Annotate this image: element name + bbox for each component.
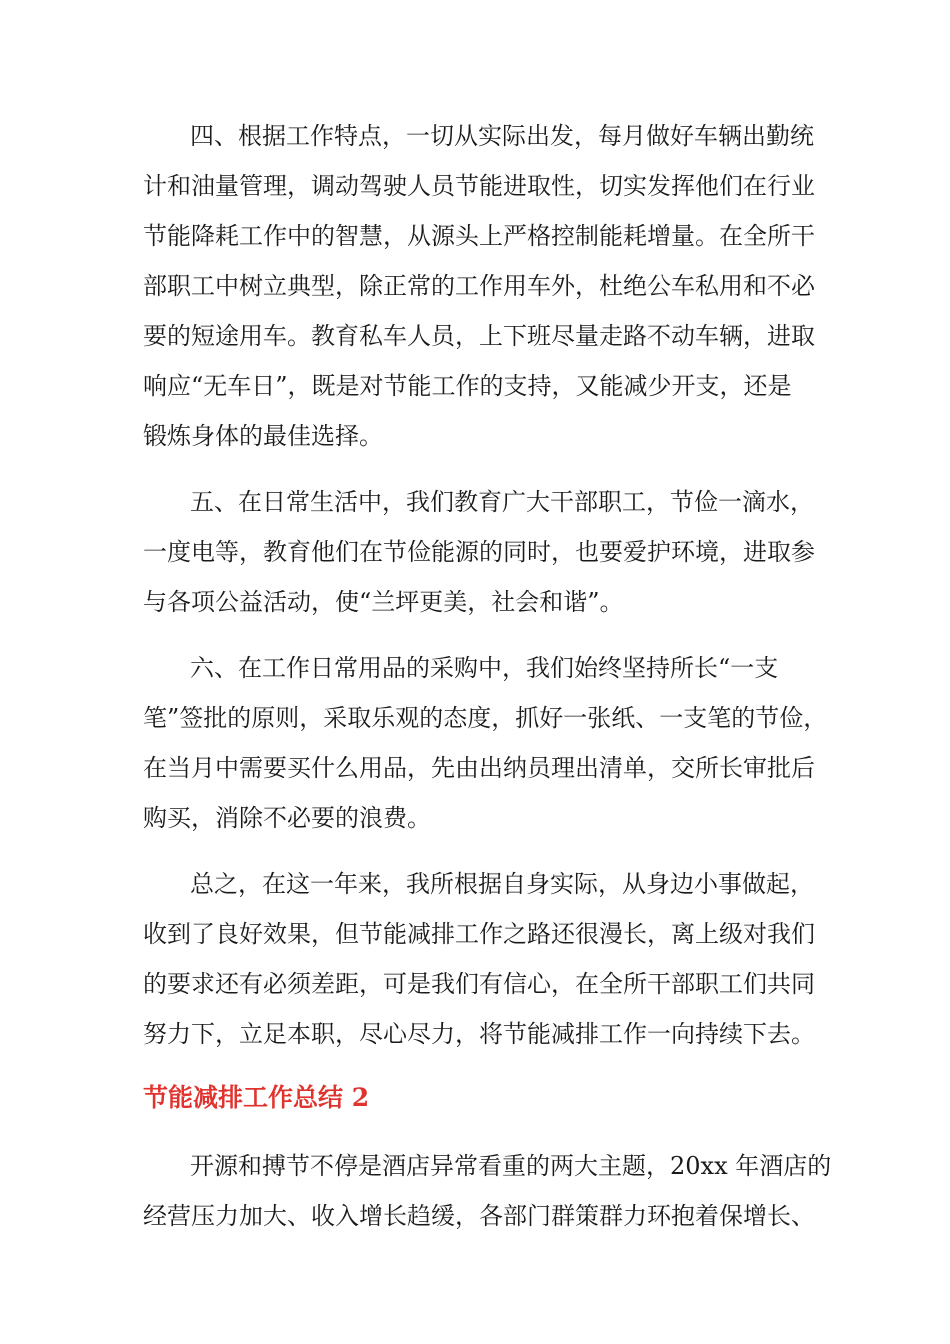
paragraph-4-line-3: 节能降耗工作中的智慧，从源头上严格控制能耗增量。在全所干 <box>143 222 815 250</box>
paragraph-5-line-3: 与各项公益活动，使“兰坪更美，社会和谐”。 <box>143 588 624 616</box>
paragraph-4-line-4: 部职工中树立典型，除正常的工作用车外，杜绝公车私用和不必 <box>143 272 815 300</box>
paragraph-4-line-1: 四、根据工作特点，一切从实际出发，每月做好车辆出勤统 <box>190 122 814 150</box>
paragraph-4-line-7: 锻炼身体的最佳选择。 <box>143 422 383 450</box>
paragraph-6-line-3: 在当月中需要买什么用品，先由出纳员理出清单，交所长审批后 <box>143 754 815 782</box>
conclusion-line-3: 的要求还有必须差距，可是我们有信心，在全所干部职工们共同 <box>143 970 815 998</box>
section-line-2: 经营压力加大、收入增长趋缓，各部门群策群力环抱着保增长、 <box>143 1202 815 1230</box>
paragraph-5-line-1: 五、在日常生活中，我们教育广大干部职工，节俭一滴水， <box>190 488 814 516</box>
paragraph-4-line-2: 计和油量管理，调动驾驶人员节能进取性，切实发挥他们在行业 <box>143 172 815 200</box>
conclusion-line-4: 努力下，立足本职，尽心尽力，将节能减排工作一向持续下去。 <box>143 1020 815 1048</box>
paragraph-4-line-5: 要的短途用车。教育私车人员，上下班尽量走路不动车辆，进取 <box>143 322 815 350</box>
conclusion-line-2: 收到了良好效果，但节能减排工作之路还很漫长，离上级对我们 <box>143 920 815 948</box>
paragraph-5-line-2: 一度电等，教育他们在节俭能源的同时，也要爱护环境，进取参 <box>143 538 815 566</box>
section-line-1: 开源和搏节不停是酒店异常看重的两大主题，20xx 年酒店的 <box>190 1152 832 1180</box>
paragraph-6-line-2: 笔”签批的原则，采取乐观的态度，抓好一张纸、一支笔的节俭， <box>143 704 828 732</box>
conclusion-line-1: 总之，在这一年来，我所根据自身实际，从身边小事做起， <box>190 870 814 898</box>
section-heading: 节能减排工作总结 2 <box>143 1083 370 1112</box>
paragraph-6-line-1: 六、在工作日常用品的采购中，我们始终坚持所长“一支 <box>190 654 779 682</box>
paragraph-4-line-6: 响应“无车日”，既是对节能工作的支持，又能减少开支，还是 <box>143 372 792 400</box>
paragraph-6-line-4: 购买，消除不必要的浪费。 <box>143 804 431 832</box>
